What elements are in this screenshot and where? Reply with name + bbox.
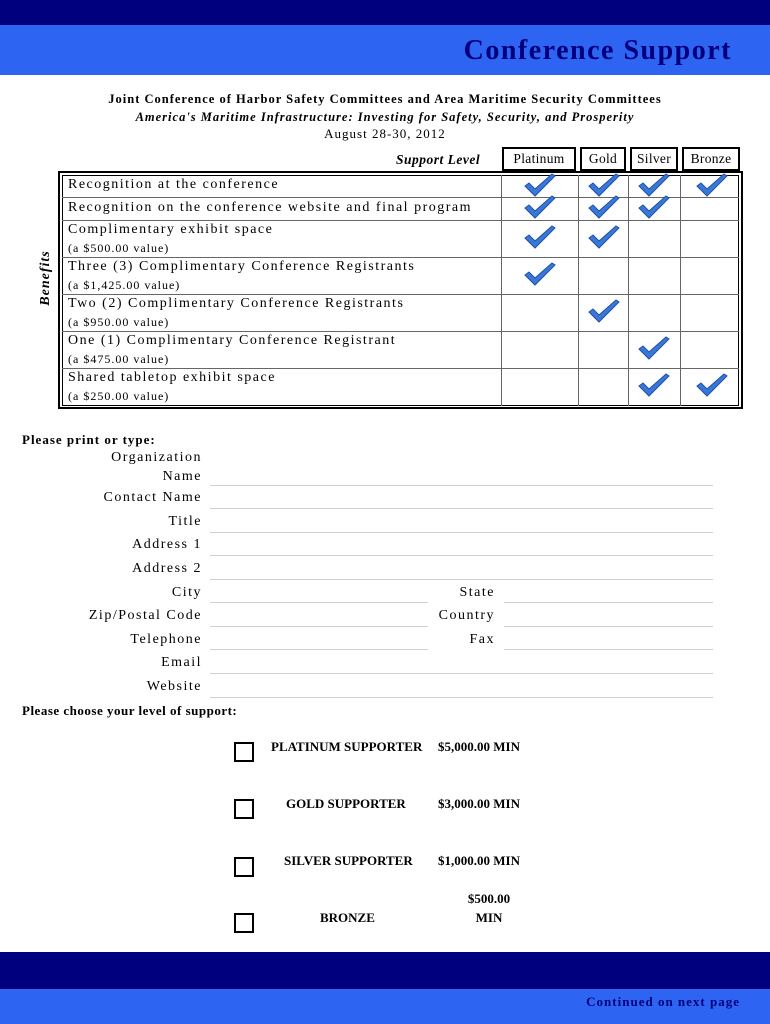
benefit-value: (a $475.00 value)	[68, 352, 170, 366]
benefit-value: (a $950.00 value)	[68, 315, 170, 329]
benefit-text: Complimentary exhibit space	[68, 222, 274, 237]
title-band	[0, 25, 770, 75]
gold-option-label: GOLD SUPPORTER	[286, 796, 406, 811]
row-divider	[62, 257, 739, 258]
address1-field[interactable]	[210, 555, 713, 556]
row-divider	[62, 368, 739, 369]
page-title: Conference Support	[463, 35, 732, 66]
silver-checkbox[interactable]	[234, 857, 254, 877]
website-label: Website	[146, 679, 202, 694]
contact-field[interactable]	[210, 508, 713, 509]
platinum-checkbox[interactable]	[234, 742, 254, 762]
bronze-option-label: BRONZE	[320, 910, 375, 925]
fax-label: Fax	[469, 632, 495, 647]
header-band-dark	[0, 0, 770, 25]
title-label: Title	[168, 514, 202, 529]
contact-label: Contact Name	[103, 490, 202, 505]
benefit-value: (a $500.00 value)	[68, 241, 170, 255]
address2-field[interactable]	[210, 579, 713, 580]
checkmark-icon	[637, 335, 671, 363]
checkmark-icon	[523, 261, 557, 289]
benefit-value: (a $250.00 value)	[68, 389, 170, 403]
country-field[interactable]	[504, 626, 713, 627]
checkmark-icon	[523, 194, 557, 222]
row-divider	[62, 294, 739, 295]
gold-checkbox[interactable]	[234, 799, 254, 819]
column-divider	[680, 175, 681, 406]
level-header-gold: Gold	[580, 147, 626, 171]
checkmark-icon	[523, 224, 557, 252]
title-field[interactable]	[210, 532, 713, 533]
platinum-option-price: $5,000.00 MIN	[438, 739, 520, 754]
country-label: Country	[438, 608, 495, 623]
state-label: State	[459, 585, 495, 600]
telephone-label: Telephone	[130, 632, 202, 647]
checkmark-icon	[587, 298, 621, 326]
gold-option-price: $3,000.00 MIN	[438, 796, 520, 811]
checkmark-icon	[637, 372, 671, 400]
level-header-silver: Silver	[630, 147, 678, 171]
bronze-option-price: $500.00	[467, 891, 511, 906]
level-header-bronze: Bronze	[682, 147, 740, 171]
footer-band-dark	[0, 952, 770, 989]
address2-label: Address 2	[132, 561, 202, 576]
city-field[interactable]	[210, 602, 428, 603]
website-field[interactable]	[210, 697, 713, 698]
bronze-checkbox[interactable]	[234, 913, 254, 933]
benefit-text: Shared tabletop exhibit space	[68, 370, 276, 385]
choose-level-label: Please choose your level of support:	[22, 703, 238, 718]
print-instructions: Please print or type:	[22, 432, 156, 447]
email-field[interactable]	[210, 673, 713, 674]
column-divider	[501, 175, 502, 406]
checkmark-icon	[637, 194, 671, 222]
organization-field[interactable]	[210, 485, 713, 486]
silver-option-label: SILVER SUPPORTER	[284, 853, 413, 868]
benefit-value: (a $1,425.00 value)	[68, 278, 181, 292]
fax-field[interactable]	[504, 649, 713, 650]
zip-label: Zip/Postal Code	[88, 608, 202, 623]
benefit-text: Three (3) Complimentary Conference Registrants	[68, 259, 416, 274]
email-label: Email	[161, 655, 202, 670]
bronze-option-price-unit: MIN	[475, 910, 503, 925]
conference-theme: America's Maritime Infrastructure: Investing for Safety, Security, and Prosperity	[135, 110, 635, 124]
benefit-text: Recognition on the conference website and final program	[68, 200, 472, 215]
organization-label: Organization	[111, 450, 202, 465]
silver-option-price: $1,000.00 MIN	[438, 853, 520, 868]
continued-note: Continued on next page	[586, 994, 740, 1009]
conference-name: Joint Conference of Harbor Safety Committees and Area Maritime Security Committees	[108, 92, 662, 106]
zip-field[interactable]	[210, 626, 428, 627]
benefit-text: Recognition at the conference	[68, 177, 280, 192]
state-field[interactable]	[504, 602, 713, 603]
platinum-option-label: PLATINUM SUPPORTER	[271, 739, 423, 754]
checkmark-icon	[695, 172, 729, 200]
benefit-text: Two (2) Complimentary Conference Registrants	[68, 296, 405, 311]
city-label: City	[171, 585, 202, 600]
address1-label: Address 1	[132, 537, 202, 552]
level-header-platinum: Platinum	[502, 147, 576, 171]
checkmark-icon	[695, 372, 729, 400]
column-divider	[628, 175, 629, 406]
checkmark-icon	[587, 194, 621, 222]
column-divider	[578, 175, 579, 406]
row-divider	[62, 331, 739, 332]
benefits-label: Benefits	[38, 250, 53, 306]
benefit-text: One (1) Complimentary Conference Registrant	[68, 333, 397, 348]
checkmark-icon	[587, 224, 621, 252]
telephone-field[interactable]	[210, 649, 428, 650]
conference-date: August 28-30, 2012	[324, 126, 446, 141]
organization-label-name: Name	[162, 469, 202, 484]
support-level-label: Support Level	[396, 152, 481, 167]
